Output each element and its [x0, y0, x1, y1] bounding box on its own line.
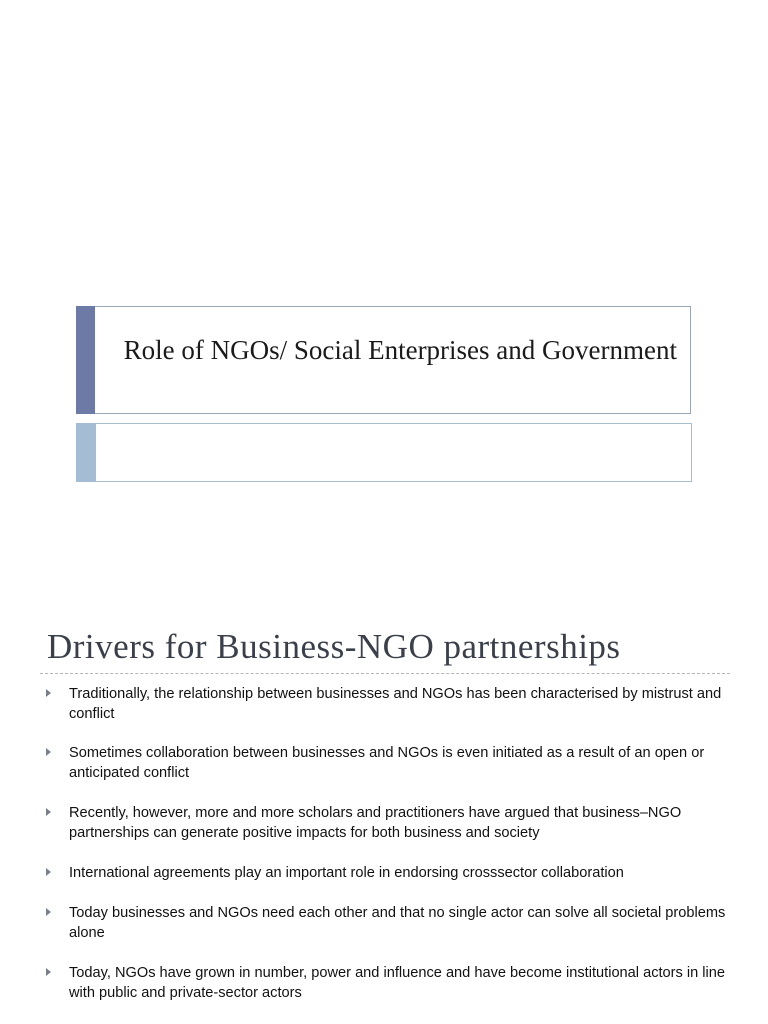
bullet-text: Today businesses and NGOs need each other and that no single actor can solve all societal problems alone [69, 905, 726, 941]
title-placeholder [76, 306, 691, 414]
list-item [46, 743, 726, 783]
subtitle-accent-bar [76, 423, 96, 482]
bullet-text: Today, NGOs have grown in number, power and influence and have become institutional actors in line with public and private-sector actors [69, 965, 726, 1001]
slide-title: Role of NGOs/ Social Enterprises and Government [123, 335, 677, 365]
bullet-text: Recently, however, more and more scholars and practitioners have argued that business–NGO partnerships can generate positive impacts for both business and society [69, 805, 682, 841]
list-item [46, 684, 726, 724]
subtitle-placeholder [76, 423, 692, 482]
bullet-arrow-icon [46, 868, 51, 876]
heading-divider [40, 673, 730, 674]
bullet-text: Traditionally, the relationship between businesses and NGOs has been characterised by mistrust and conflict [69, 686, 722, 722]
bullet-arrow-icon [46, 748, 51, 756]
bullet-arrow-icon [46, 908, 51, 916]
bullet-arrow-icon [46, 968, 51, 976]
bullet-arrow-icon [46, 808, 51, 816]
bullet-text: Sometimes collaboration between businesses and NGOs is even initiated as a result of an open or anticipated conflict [69, 745, 705, 781]
title-accent-bar [76, 306, 95, 414]
list-item [46, 863, 726, 883]
bullet-arrow-icon [46, 689, 51, 697]
bullet-text: International agreements play an important role in endorsing crosssector collaboration [69, 865, 624, 881]
list-item [46, 963, 726, 1003]
content-heading: Drivers for Business-NGO partnerships [47, 627, 621, 666]
list-item [46, 903, 726, 943]
list-item [46, 803, 726, 843]
